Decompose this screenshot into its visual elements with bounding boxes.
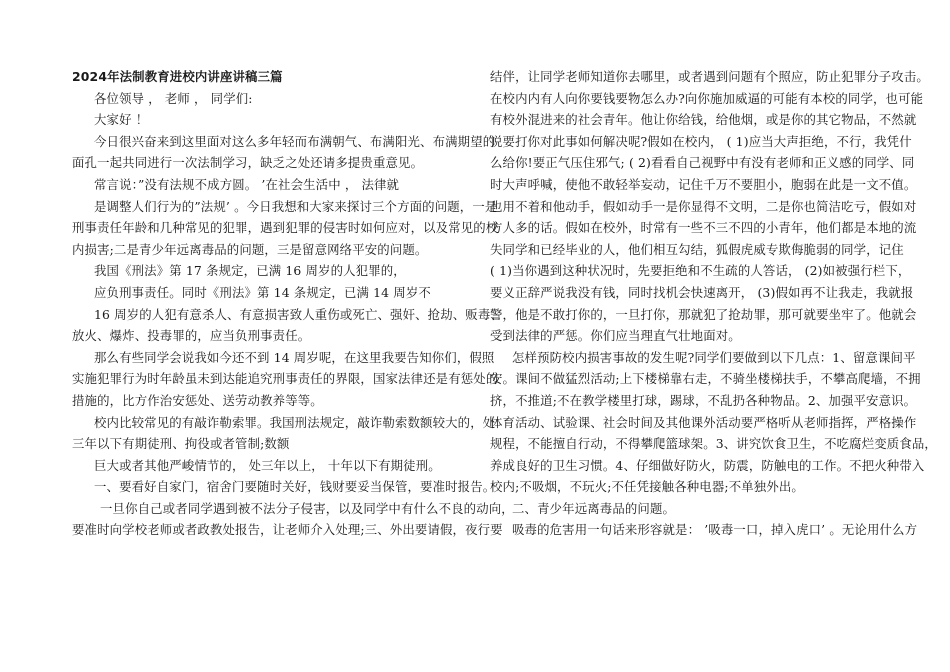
text-line: ( 1)当你遇到这种状况时，先要拒绝和不生疏的人答话， (2)如被强行栏下， [490, 263, 911, 279]
text-line: 养成良好的卫生习惯。4、仔细做好防火，防震，防触电的工作。不把火种带入 [490, 457, 925, 473]
text-line: 警，他是不敢打你的，一旦打你，那就犯了抢劫罪，那可就要坐牢了。他就会 [490, 306, 917, 322]
text-line: 常言说：”没有法规不成方圆。 ’在社会生活中 ， 法律就 [94, 176, 400, 192]
text-line: 三年以下有期徒刑、拘役或者管制;数额 [72, 436, 290, 452]
text-line: 校内比较常见的有敲诈勒索罪。我国刑法规定，敲诈勒索数额较大的，处 [94, 414, 496, 430]
text-line: 挤，不推道;不在教学楼里打球，踢球，不乱扔各种物品。2、加强平安意识。 [490, 392, 917, 408]
text-line: 今日很兴奋来到这里面对这么多年轻而布满朝气、布满阳光、布满期望的 [94, 133, 496, 149]
text-line: 安。课间不做猛烈活动;上下楼梯靠右走，不骑坐楼梯扶手，不攀高爬墙，不拥 [490, 371, 921, 387]
text-line: 实施犯罪行为时年龄虽未到达能追究刑事责任的界限，国家法律还是有惩处的 [72, 371, 499, 387]
text-line: 措施的，比方作治安惩处、送劳动教养等等。 [72, 392, 323, 408]
text-line: 有校外混进来的社会青年。他让你给钱，给他烟，或是你的其它物品，不然就 [490, 112, 917, 128]
text-line: 也用不着和他动手，假如动手一是你显得不文明，二是你也简洁吃亏，假如对 [490, 198, 917, 214]
text-line: 一旦你自己或者同学遇到被不法分子侵害，以及同学中有什么不良的动向， [100, 500, 514, 516]
text-line: 说要打你对此事如何解决呢?假如在校内， ( 1)应当大声拒绝，不行，我凭什 [490, 133, 912, 149]
text-line: 二、青少年远离毒品的问题。 [512, 500, 676, 516]
text-line: 各位领导 ， 老师 ， 同学们: [94, 90, 253, 106]
text-line: 么给你!要正气压住邪气; ( 2)看看自己视野中有没有老师和正义感的同学、同 [490, 155, 915, 171]
text-line: 时大声呼喊，使他不敢轻举妄动，记住千万不要胆小，胞弱在此是一文不值。 [490, 176, 917, 192]
text-line: 我国《刑法》第 17 条规定，已满 16 周岁的人犯罪的， [94, 263, 406, 279]
text-line: 受到法律的严惩。你们应当理直气壮地面对。 [490, 328, 741, 344]
text-line: 一、要看好自家门，宿舍门要随时关好，钱财要妥当保管，要准时报告。 [94, 479, 496, 495]
text-line: 放火、爆炸、投毒罪的，应当负刑事责任。 [72, 328, 311, 344]
text-line: 要义正辞严说我没有钱，同时找机会快速离开， (3)假如再不让我走，我就报 [490, 284, 914, 300]
text-line: 大家好 ！ [94, 112, 149, 128]
text-line: 应负刑事责任。同时《刑法》第 14 条规定，已满 14 周岁不 [94, 284, 431, 300]
text-line: 是调整人们行为的”法规’ 。今日我想和大家来探讨三个方面的问题，一是 [94, 198, 498, 214]
text-line: 那么有些同学会说我如今还不到 14 周岁呢，在这里我要告知你们，假照 [94, 349, 495, 365]
text-line: 刑事责任年龄和几种常见的犯罪，遇到犯罪的侵害时如何应对，以及常见的校 [72, 220, 499, 236]
text-line: 16 周岁的人犯有意杀人、有意损害致人重伤或死亡、强奸、抢劫、贩毒、 [94, 306, 503, 322]
text-line: 怎样预防校内损害事故的发生呢?同学们要做到以下几点：1、留意课间平 [512, 349, 916, 365]
text-line: 结伴，让同学老师知道你去哪里，或者遇到问题有个照应，防止犯罪分子攻击。 [490, 69, 929, 84]
text-line: 巨大或者其他严峻情节的， 处三年以上， 十年以下有期徒刑。 [94, 457, 441, 473]
left-column [72, 66, 514, 541]
text-line: 在校内内有人向你要钱要物怎么办?向你施加威逼的可能有本校的同学，也可能 [490, 90, 924, 106]
text-line: 校内;不吸烟，不玩火;不任凭接触各种电器;不单独外出。 [490, 479, 804, 495]
right-column [490, 66, 937, 541]
document-title: 2024年法制教育进校内讲座讲稿三篇 [72, 69, 283, 84]
text-line: 要准时向学校老师或者政教处报告，让老师介入处理;三、外出要请假，夜行要 [72, 522, 503, 538]
text-line: 面孔一起共同进行一次法制学习，缺乏之处还请多提贵重意见。 [72, 155, 424, 171]
text-line: 规程，不能擅自行动，不得攀爬篮球架。3、讲究饮食卫生，不吃腐烂变质食品， [490, 436, 937, 452]
text-line: 内损害;二是青少年远离毒品的问题，三是留意网络平安的问题。 [72, 241, 428, 257]
text-line: 方人多的话。假如在校外，时常有一些不三不四的小青年，他们都是本地的流 [490, 220, 917, 236]
text-line: 失同学和已经毕业的人，他们相互勾结，狐假虎威专欺侮脆弱的同学，记住 [490, 241, 904, 257]
text-line: 体育活动、试验课、社会时间及其他课外活动要严格听从老师指挥，严格操作 [490, 414, 917, 430]
text-line: 吸毒的危害用一句话来形容就是： ’吸毒一口，掉入虎口’ 。无论用什么方 [512, 522, 918, 538]
